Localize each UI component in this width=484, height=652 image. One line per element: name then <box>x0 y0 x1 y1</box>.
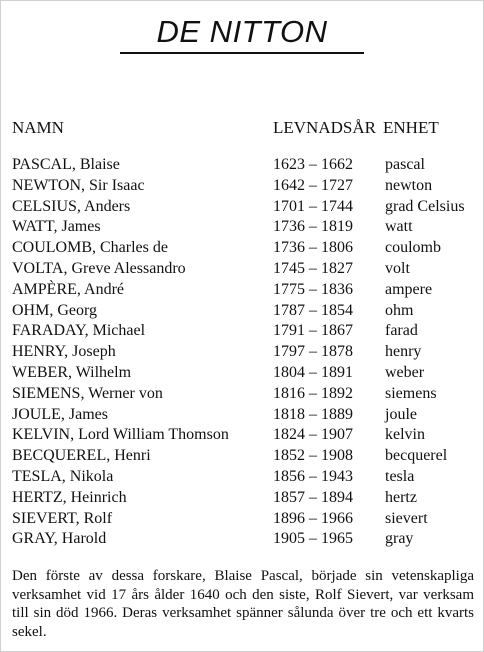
column-header-years: LEVNADSÅR <box>273 118 376 137</box>
row-years: 1797 – 1878 <box>273 343 353 361</box>
table-row <box>0 259 484 280</box>
row-name: KELVIN, Lord William Thomson <box>12 426 229 444</box>
row-years: 1791 – 1867 <box>273 322 353 340</box>
row-unit: watt <box>385 218 413 236</box>
row-name: OHM, Georg <box>12 301 98 319</box>
row-years: 1701 – 1744 <box>273 197 353 215</box>
table-row <box>0 446 484 467</box>
row-name: HENRY, Joseph <box>12 343 116 361</box>
row-unit: farad <box>385 322 418 340</box>
row-name: BECQUEREL, Henri <box>12 447 151 465</box>
row-unit: tesla <box>385 467 415 485</box>
row-unit: becquerel <box>385 447 448 465</box>
row-name: CELSIUS, Anders <box>12 197 131 215</box>
row-unit: kelvin <box>385 426 425 444</box>
table-row <box>0 405 484 426</box>
row-years: 1824 – 1907 <box>273 426 353 444</box>
row-years: 1896 – 1966 <box>273 509 353 527</box>
row-unit: hertz <box>385 488 417 506</box>
row-years: 1745 – 1827 <box>273 259 353 277</box>
row-unit: siemens <box>385 384 437 402</box>
row-name: NEWTON, Sir Isaac <box>12 176 145 194</box>
row-name: SIEMENS, Werner von <box>12 384 163 402</box>
table-row <box>0 384 484 405</box>
row-years: 1852 – 1908 <box>273 447 353 465</box>
row-name: JOULE, James <box>12 405 108 423</box>
row-years: 1642 – 1727 <box>273 176 353 194</box>
row-name: AMPÈRE, André <box>12 280 124 298</box>
column-header-unit: ENHET <box>383 118 439 137</box>
row-years: 1736 – 1819 <box>273 218 353 236</box>
table-row <box>0 176 484 197</box>
table-row <box>0 342 484 363</box>
row-years: 1818 – 1889 <box>273 405 353 423</box>
table-row <box>0 488 484 509</box>
row-name: GRAY, Harold <box>12 530 107 548</box>
row-unit: volt <box>385 259 410 277</box>
table-row <box>0 467 484 488</box>
table-row <box>0 321 484 342</box>
row-unit: ampere <box>385 280 433 298</box>
row-name: FARADAY, Michael <box>12 322 146 340</box>
table-row <box>0 301 484 322</box>
row-unit: gray <box>385 530 414 548</box>
column-header-name: NAMN <box>12 118 64 137</box>
table-row <box>0 238 484 259</box>
table-row <box>0 217 484 238</box>
row-unit: pascal <box>385 156 425 173</box>
table-row <box>0 425 484 446</box>
row-years: 1736 – 1806 <box>273 239 353 257</box>
row-years: 1905 – 1965 <box>273 530 353 548</box>
row-years: 1787 – 1854 <box>273 301 353 319</box>
row-years: 1804 – 1891 <box>273 363 353 381</box>
row-name: HERTZ, Heinrich <box>12 488 127 506</box>
row-name: WEBER, Wilhelm <box>12 363 132 381</box>
table-row <box>0 155 484 176</box>
row-name: WATT, James <box>12 218 101 236</box>
row-unit: weber <box>385 363 425 381</box>
row-name: SIEVERT, Rolf <box>12 509 113 527</box>
title-underline <box>120 52 364 54</box>
row-years: 1816 – 1892 <box>273 384 353 402</box>
row-name: PASCAL, Blaise <box>12 156 120 173</box>
row-years: 1857 – 1894 <box>273 488 353 506</box>
footer-paragraph: Den förste av dessa forskare, Blaise Pascal, började sin vetenskapliga verksamhet vid 17 års ålder 1640 och den siste, Rolf Sievert, var verksam till sin död 1966. Deras verksamhet spänner sålunda över tre och ett kvarts sekel. <box>12 568 474 640</box>
row-unit: grad Celsius <box>385 197 465 215</box>
row-unit: sievert <box>385 509 428 527</box>
table-row <box>0 509 484 530</box>
page-title: DE NITTON <box>156 14 328 49</box>
row-unit: joule <box>385 405 417 423</box>
table-row <box>0 197 484 218</box>
row-name: VOLTA, Greve Alessandro <box>12 259 186 277</box>
row-years: 1856 – 1943 <box>273 467 353 485</box>
row-unit: newton <box>385 176 433 194</box>
scientist-table <box>0 155 484 550</box>
row-unit: coulomb <box>385 239 441 257</box>
row-years: 1623 – 1662 <box>273 156 353 173</box>
row-name: TESLA, Nikola <box>12 467 114 485</box>
row-years: 1775 – 1836 <box>273 280 353 298</box>
table-row <box>0 280 484 301</box>
row-name: COULOMB, Charles de <box>12 239 168 257</box>
table-row <box>0 363 484 384</box>
row-unit: ohm <box>385 301 414 319</box>
row-unit: henry <box>385 343 422 361</box>
table-row <box>0 529 484 550</box>
